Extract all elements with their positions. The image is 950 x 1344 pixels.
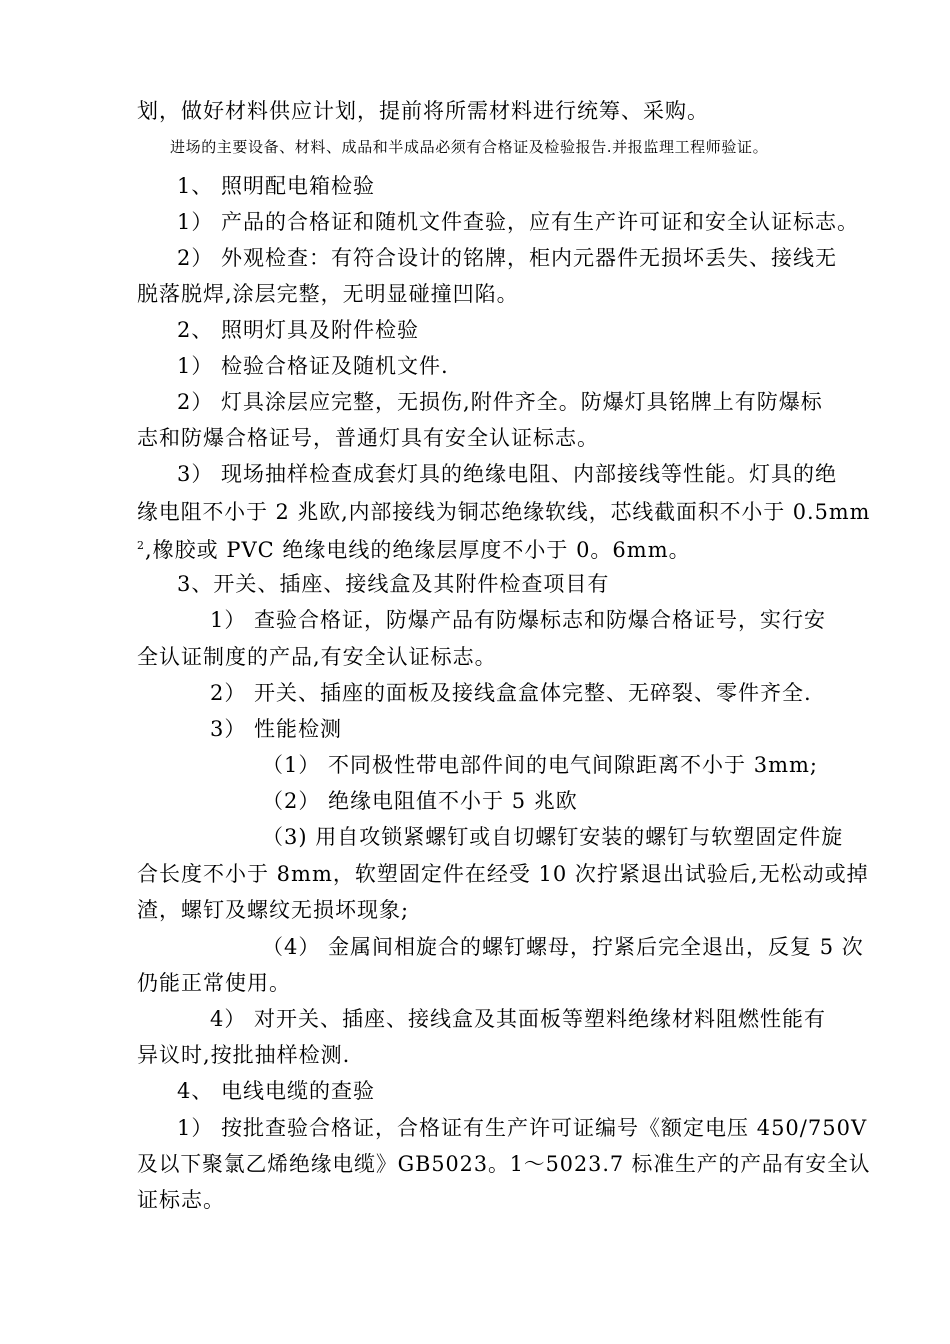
list-item: 2） 外观检查：有符合设计的铭牌，柜内元器件无损坏丢失、接线无 (177, 246, 838, 270)
paragraph-line: 合长度不小于 8mm，软塑固定件在经受 10 次拧紧退出试验后,无松动或掉 (137, 862, 869, 886)
paragraph-line: 缘电阻不小于 2 兆欧,内部接线为铜芯绝缘软线，芯线截面积不小于 0.5mm (137, 500, 871, 524)
list-item: （4） 金属间相旋合的螺钉螺母，拧紧后完全退出，反复 5 次 (262, 935, 864, 959)
paragraph-line: 进场的主要设备、材料、成品和半成品必须有合格证及检验报告.并报监理工程师验证。 (170, 138, 769, 156)
paragraph-line: 异议时,按批抽样检测. (137, 1043, 351, 1067)
paragraph-line (137, 536, 691, 564)
section-heading: 2、 照明灯具及附件检验 (177, 318, 420, 342)
paragraph-line: 渣，螺钉及螺纹无损坏现象; (137, 898, 410, 922)
list-item: 1） 产品的合格证和随机文件查验，应有生产许可证和安全认证标志。 (177, 210, 860, 234)
list-item: 2） 灯具涂层应完整，无损伤,附件齐全。防爆灯具铭牌上有防爆标 (177, 390, 823, 414)
list-item: （3) 用自攻锁紧螺钉或自切螺钉安装的螺钉与软塑固定件旋 (262, 825, 844, 849)
list-item: （1） 不同极性带电部件间的电气间隙距离不小于 3mm; (262, 753, 818, 777)
section-heading: 3、开关、插座、接线盒及其附件检查项目有 (177, 572, 610, 596)
paragraph-line: 脱落脱焊,涂层完整，无明显碰撞凹陷。 (137, 282, 519, 306)
paragraph-line: 全认证制度的产品,有安全认证标志。 (137, 645, 497, 669)
list-item: 2） 开关、插座的面板及接线盒盒体完整、无碎裂、零件齐全. (210, 681, 812, 705)
paragraph-line: 志和防爆合格证号，普通灯具有安全认证标志。 (137, 426, 599, 450)
list-item: 3） 现场抽样检查成套灯具的绝缘电阻、内部接线等性能。灯具的绝 (177, 462, 838, 486)
list-item: 4） 对开关、插座、接线盒及其面板等塑料绝缘材料阻燃性能有 (210, 1007, 827, 1031)
list-item: 3） 性能检测 (210, 717, 343, 741)
list-item: （2） 绝缘电阻值不小于 5 兆欧 (262, 789, 578, 813)
list-item: 1） 查验合格证，防爆产品有防爆标志和防爆合格证号，实行安 (210, 608, 827, 632)
list-item: 1） 检验合格证及随机文件. (177, 354, 449, 378)
section-heading: 1、 照明配电箱检验 (177, 174, 376, 198)
paragraph-text: ,橡胶或 PVC 绝缘电线的绝缘层厚度不小于 0。6mm。 (145, 538, 691, 562)
section-heading: 4、 电线电缆的查验 (177, 1079, 376, 1103)
list-item: 1） 按批查验合格证，合格证有生产许可证编号《额定电压 450/750V (177, 1116, 868, 1140)
paragraph-line: 仍能正常使用。 (137, 971, 291, 995)
superscript: 2 (137, 539, 145, 552)
paragraph-line: 及以下聚氯乙烯绝缘电缆》GB5023。1～5023.7 标准生产的产品有安全认 (137, 1152, 871, 1176)
paragraph-line: 划，做好材料供应计划，提前将所需材料进行统筹、采购。 (137, 99, 709, 123)
paragraph-line: 证标志。 (137, 1188, 225, 1212)
